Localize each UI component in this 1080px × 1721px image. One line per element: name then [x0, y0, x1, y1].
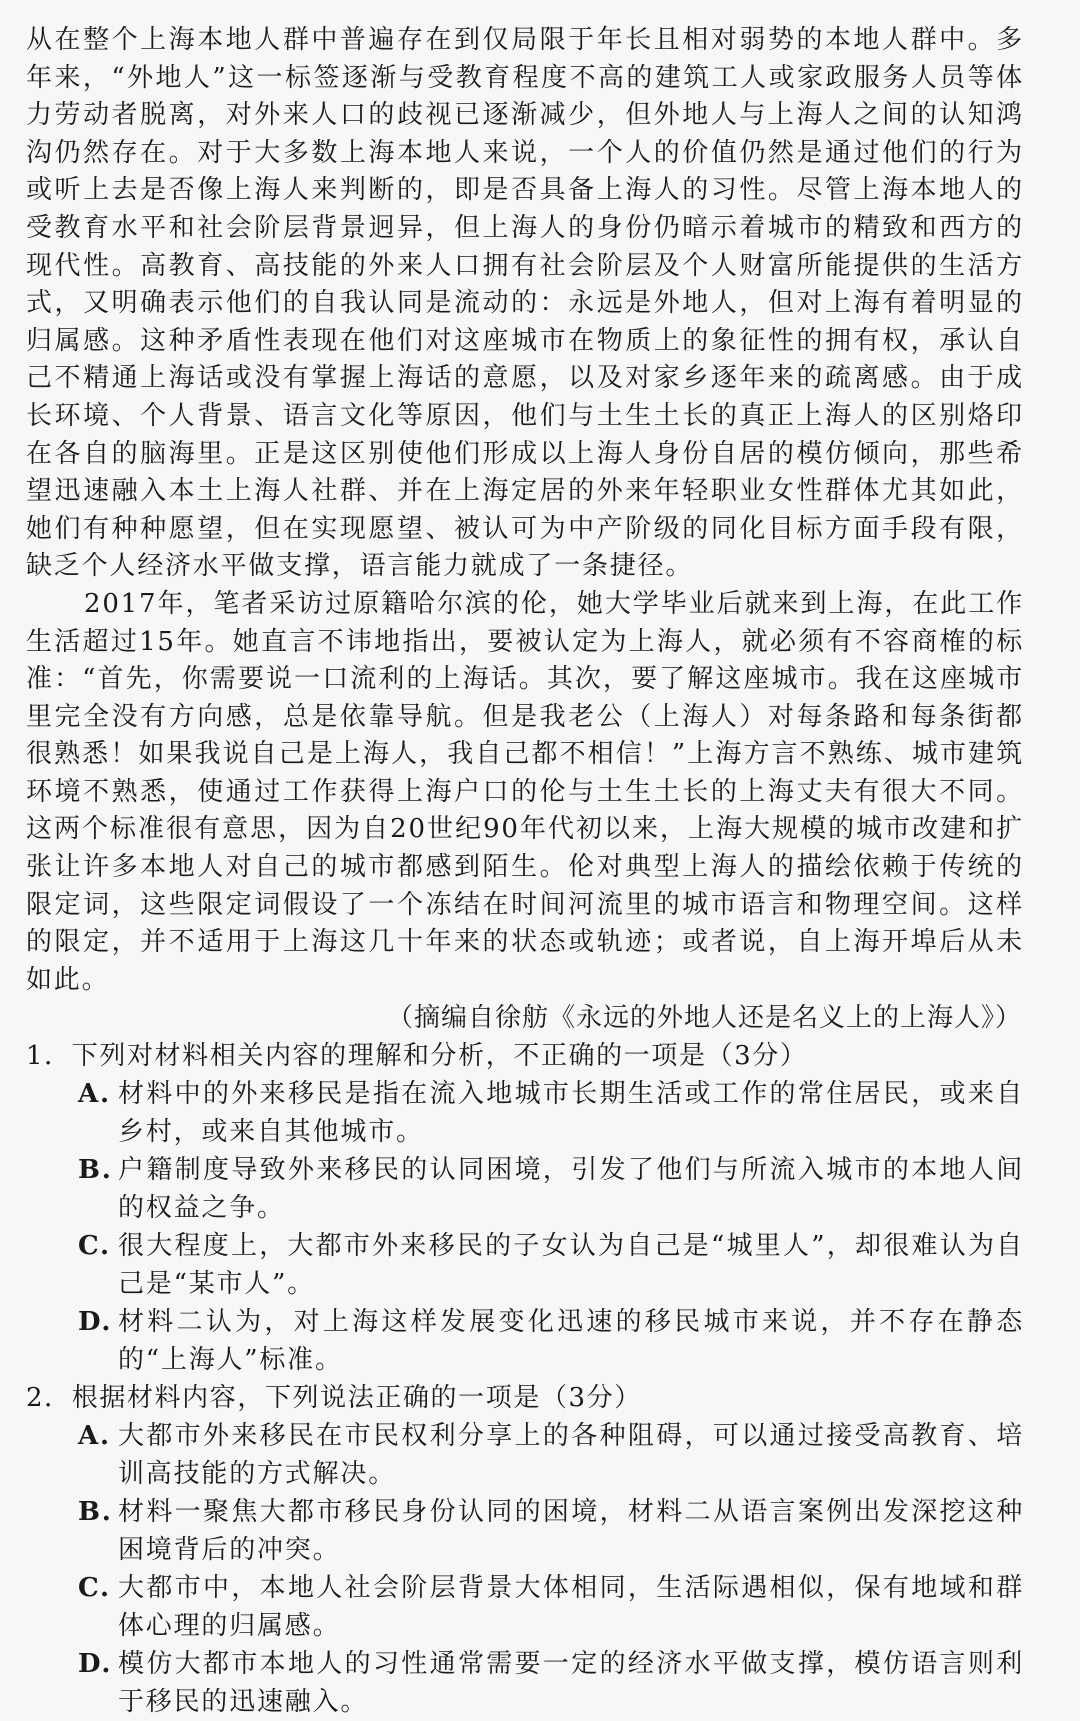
passage-paragraph-1: 从在整个上海本地人群中普遍存在到仅局限于年长且相对弱势的本地人群中。多年来，“外地人”这一标签逐渐与受教育程度不高的建筑工人或家政服务人员等体力劳动者脱离，对外来人口的歧视已逐渐减少，但外地人与上海人之间的认知鸿沟仍然存在。对于大多数上海本地人来说，一个人的价值仍然是通过他们的行为或听上去是否像上海人来判断的，即是否具备上海人的习性。尽管上海本地人的受教育水平和社会阶层背景迥异，但上海人的身份仍暗示着城市的精致和西方的现代性。高教育、高技能的外来人口拥有社会阶层及个人财富所能提供的生活方式，又明确表示他们的自我认同是流动的：永远是外地人，但对上海有着明显的归属感。这种矛盾性表现在他们对这座城市在物质上的象征性的拥有权，承认自己不精通上海话或没有掌握上海话的意愿，以及对家乡逐年来的疏离感。由于成长环境、个人背景、语言文化等原因，他们与土生土长的真正上海人的区别烙印在各自的脑海里。正是这区别使他们形成以上海人身份自居的模仿倾向，那些希望迅速融入本土上海人社群、并在上海定居的外来年轻职业女性群体尤其如此，她们有种种愿望，但在实现愿望、被认可为中产阶级的同化目标方面手段有限，缺乏个人经济水平做支撑，语言能力就成了一条捷径。 [26, 25, 1024, 582]
option-letter: A. [78, 1079, 111, 1110]
question-1 [26, 1037, 1024, 1379]
question-2 [26, 1379, 1024, 1721]
question-1-option-d [26, 1303, 1024, 1379]
option-letter: D. [78, 1307, 113, 1338]
option-text: 户籍制度导致外来移民的认同困境，引发了他们与所流入城市的本地人间的权益之争。 [118, 1155, 1024, 1224]
option-letter: C. [78, 1573, 111, 1604]
option-text: 材料中的外来移民是指在流入地城市长期生活或工作的常住居民，或来自乡村，或来自其他城市。 [118, 1079, 1024, 1148]
option-text: 大都市中，本地人社会阶层背景大体相同，生活际遇相似，保有地域和群体心理的归属感。 [118, 1573, 1024, 1642]
question-1-stem: 1．下列对材料相关内容的理解和分析，不正确的一项是（3分） [26, 1041, 808, 1072]
question-1-option-a [26, 1075, 1024, 1151]
option-text: 很大程度上，大都市外来移民的子女认为自己是“城里人”，却很难认为自己是“某市人”。 [118, 1231, 1024, 1300]
question-2-option-b [26, 1493, 1024, 1569]
question-2-option-d [26, 1645, 1024, 1721]
option-text: 材料二认为，对上海这样发展变化迅速的移民城市来说，并不存在静态的“上海人”标准。 [118, 1307, 1024, 1376]
question-2-option-c [26, 1569, 1024, 1645]
question-1-option-b [26, 1151, 1024, 1227]
option-text: 模仿大都市本地人的习性通常需要一定的经济水平做支撑，模仿语言则利于移民的迅速融入。 [118, 1649, 1024, 1718]
option-text: 大都市外来移民在市民权利分享上的各种阻碍，可以通过接受高教育、培训高技能的方式解决。 [118, 1421, 1024, 1490]
question-1-option-c [26, 1227, 1024, 1303]
option-text: 材料一聚焦大都市移民身份认同的困境，材料二从语言案例出发深挖这种困境背后的冲突。 [118, 1497, 1024, 1566]
passage-source: （摘编自徐舫《永远的外地人还是名义上的上海人》） [386, 1003, 1022, 1034]
option-letter: C. [78, 1231, 111, 1262]
option-letter: A. [78, 1421, 111, 1452]
option-letter: B. [78, 1155, 113, 1186]
option-letter: D. [78, 1649, 113, 1680]
option-letter: B. [78, 1497, 113, 1528]
question-2-stem: 2．根据材料内容，下列说法正确的一项是（3分） [26, 1383, 642, 1414]
question-2-option-a [26, 1417, 1024, 1493]
passage-paragraph-2: 2017年，笔者采访过原籍哈尔滨的伦，她大学毕业后就来到上海，在此工作生活超过15年。她直言不讳地指出，要被认定为上海人，就必须有不容商榷的标准：“首先，你需要说一口流利的上海话。其次，要了解这座城市。我在这座城市里完全没有方向感，总是依靠导航。但是我老公（上海人）对每条路和每条街都很熟悉！如果我说自己是上海人，我自己都不相信！”上海方言不熟练、城市建筑环境不熟悉，使通过工作获得上海户口的伦与土生土长的上海丈夫有很大不同。这两个标准很有意思，因为自20世纪90年代初以来，上海大规模的城市改建和扩张让许多本地人对自己的城市都感到陌生。伦对典型上海人的描绘依赖于传统的限定词，这些限定词假设了一个冻结在时间河流里的城市语言和物理空间。这样的限定，并不适用于上海这几十年来的状态或轨迹；或者说，自上海开埠后从未如此。 [26, 588, 1024, 995]
